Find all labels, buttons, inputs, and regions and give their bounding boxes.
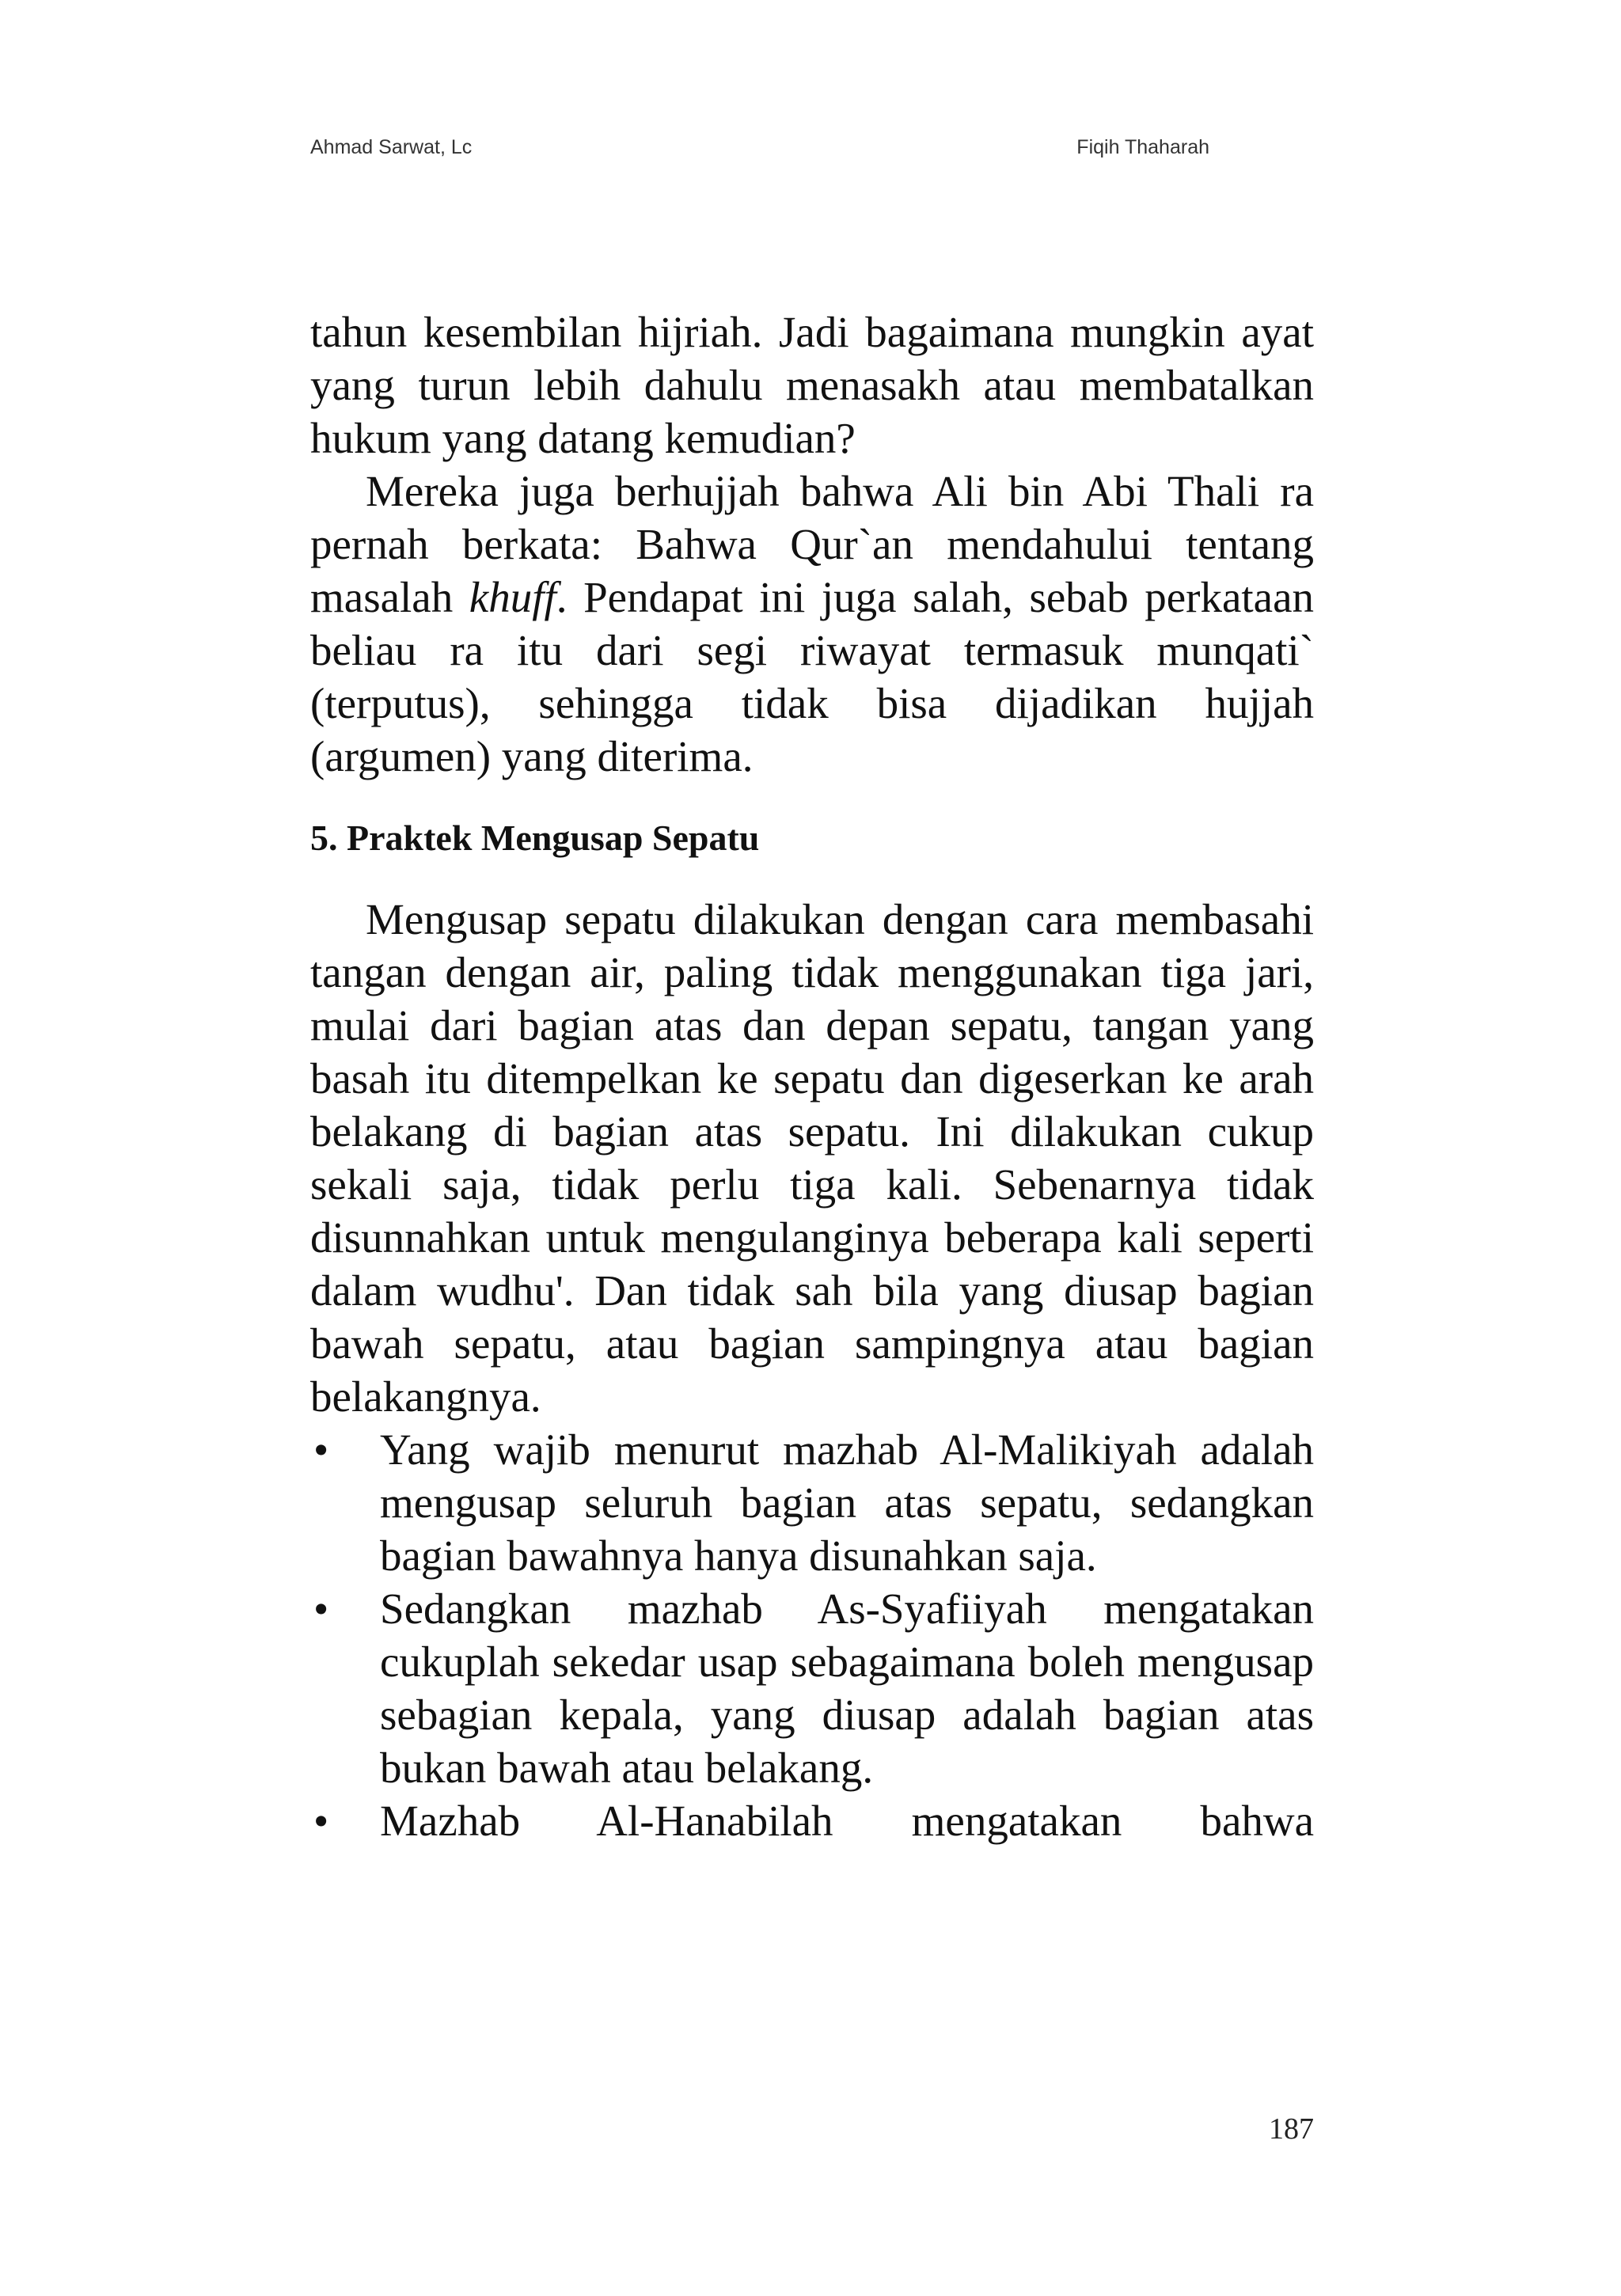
bullet-item-malikiyah <box>310 1423 1314 1582</box>
header-book-title: Fiqih Thaharah <box>1076 136 1209 158</box>
bullet-item-hanabilah <box>310 1794 1314 1847</box>
running-header <box>310 136 1209 159</box>
bullet-text-syafiiyah: Sedangkan mazhab As-Syafiiyah mengatakan cukuplah sekedar usap sebagaimana boleh mengusap sebagian kepala, yang diusap adalah bagian atas bukan bawah atau belakang. <box>380 1584 1314 1792</box>
paragraph-continuation: tahun kesembilan hijriah. Jadi bagaimana mungkin ayat yang turun lebih dahulu menasakh atau membatalkan hukum yang datang kemudian? <box>310 308 1314 462</box>
bullet-dot-icon: • <box>313 1425 329 1474</box>
bullet-dot-icon: • <box>313 1797 329 1845</box>
bullet-text-malikiyah: Yang wajib menurut mazhab Al-Malikiyah adalah mengusap seluruh bagian atas sepatu, sedangkan bagian bawahnya hanya disunahkan saja. <box>380 1425 1314 1580</box>
bullet-text-hanabilah: Mazhab Al-Hanabilah mengatakan bahwa <box>380 1797 1314 1845</box>
page-number: 187 <box>1269 2112 1314 2146</box>
paragraph-argument-text-1: Mereka juga berhujjah bahwa Ali bin Abi Thali ra pernah berkata: Bahwa Qur`an mendahului tentang masalah <box>310 467 1314 621</box>
paragraph-argument-text-2: . Pendapat ini juga salah, sebab perkataan beliau ra itu dari segi riwayat termasuk munqati` (terputus), sehingga tidak bisa dijadikan hujjah (argumen) yang diterima. <box>310 573 1315 780</box>
bullet-dot-icon: • <box>313 1584 329 1633</box>
section-heading: 5. Praktek Mengusap Sepatu <box>310 818 760 858</box>
header-author: Ahmad Sarwat, Lc <box>310 136 473 158</box>
madhhab-bullet-list <box>310 1423 1314 1847</box>
body-text <box>310 306 1314 1847</box>
paragraph-argument <box>310 465 1314 783</box>
paragraph-practice: Mengusap sepatu dilakukan dengan cara membasahi tangan dengan air, paling tidak menggunakan tiga jari, mulai dari bagian atas dan depan sepatu, tangan yang basah itu ditempelkan ke sepatu dan digeserkan ke arah belakang di bagian atas sepatu. Ini dilakukan cukup sekali saja, tidak perlu tiga kali. Sebenarnya tidak disunnahkan untuk mengulanginya beberapa kali seperti dalam wudhu'. Dan tidak sah bila yang diusap bagian bawah sepatu, atau bagian sampingnya atau bagian belakangnya. <box>310 895 1314 1421</box>
bullet-item-syafiiyah <box>310 1582 1314 1794</box>
italic-term-khuff: khuff <box>469 573 556 621</box>
